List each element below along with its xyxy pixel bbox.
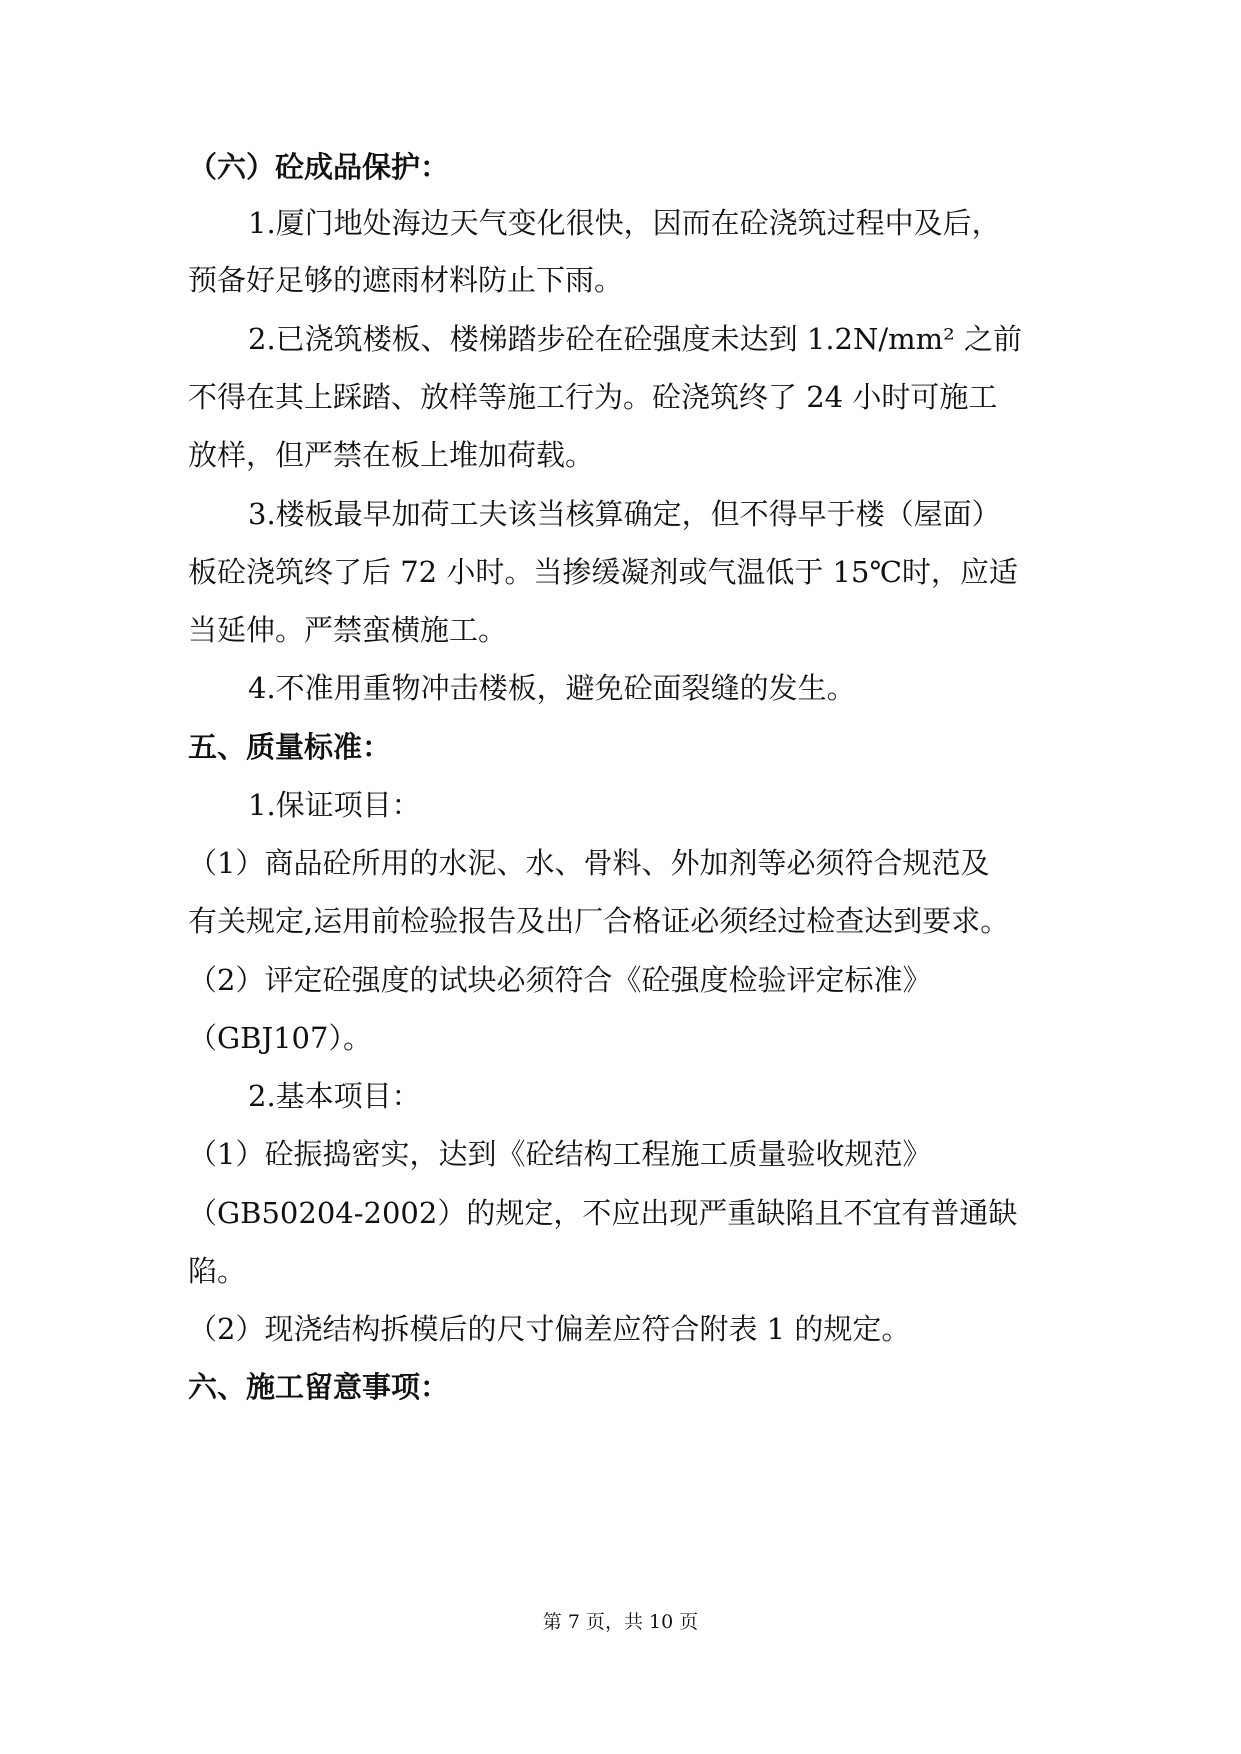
- paragraph-line: 有关规定,运用前检验报告及出厂合格证必须经过检查达到要求。: [188, 904, 1010, 938]
- paragraph-line: 预备好足够的遮雨材料防止下雨。: [188, 263, 624, 297]
- paragraph-line: 1.厦门地处海边天气变化很快，因而在砼浇筑过程中及后，: [248, 206, 1001, 240]
- section-heading-notes: 六、施工留意事项：: [188, 1370, 450, 1404]
- paragraph-line: 陷。: [188, 1254, 247, 1288]
- page-number: 第 7 页，共 10 页: [542, 1611, 699, 1633]
- paragraph-line: 放样，但严禁在板上堆加荷载。: [188, 438, 595, 472]
- section-heading-protection: （六）砼成品保护：: [188, 150, 450, 184]
- paragraph-line: （2）评定砼强度的试块必须符合《砼强度检验评定标准》: [188, 963, 932, 997]
- section-heading-quality: 五、质量标准：: [188, 730, 392, 764]
- paragraph-line: 板砼浇筑终了后 72 小时。当掺缓凝剂或气温低于 15℃时，应适: [188, 555, 1018, 589]
- subheading-guarantee: 1.保证项目：: [248, 788, 421, 822]
- subheading-basic: 2.基本项目：: [248, 1079, 421, 1113]
- paragraph-line: 不得在其上踩踏、放样等施工行为。砼浇筑终了 24 小时可施工: [188, 380, 998, 414]
- paragraph-line: （1）商品砼所用的水泥、水、骨料、外加剂等必须符合规范及: [188, 846, 990, 880]
- paragraph-line: 2.已浇筑楼板、楼梯踏步砼在砼强度未达到 1.2N/mm² 之前: [248, 322, 1022, 356]
- paragraph-line: 3.楼板最早加荷工夫该当核算确定，但不得早于楼（屋面）: [248, 497, 1001, 531]
- paragraph-line: （GB50204-2002）的规定，不应出现严重缺陷且不宜有普通缺: [188, 1196, 1018, 1230]
- paragraph-line: 当延伸。严禁蛮横施工。: [188, 613, 508, 647]
- paragraph-line: 4.不准用重物冲击楼板，避免砼面裂缝的发生。: [248, 671, 856, 705]
- paragraph-line: （2）现浇结构拆模后的尺寸偏差应符合附表 1 的规定。: [188, 1312, 911, 1346]
- paragraph-line: （GBJ107）。: [188, 1021, 372, 1055]
- paragraph-line: （1）砼振捣密实，达到《砼结构工程施工质量验收规范》: [188, 1137, 932, 1171]
